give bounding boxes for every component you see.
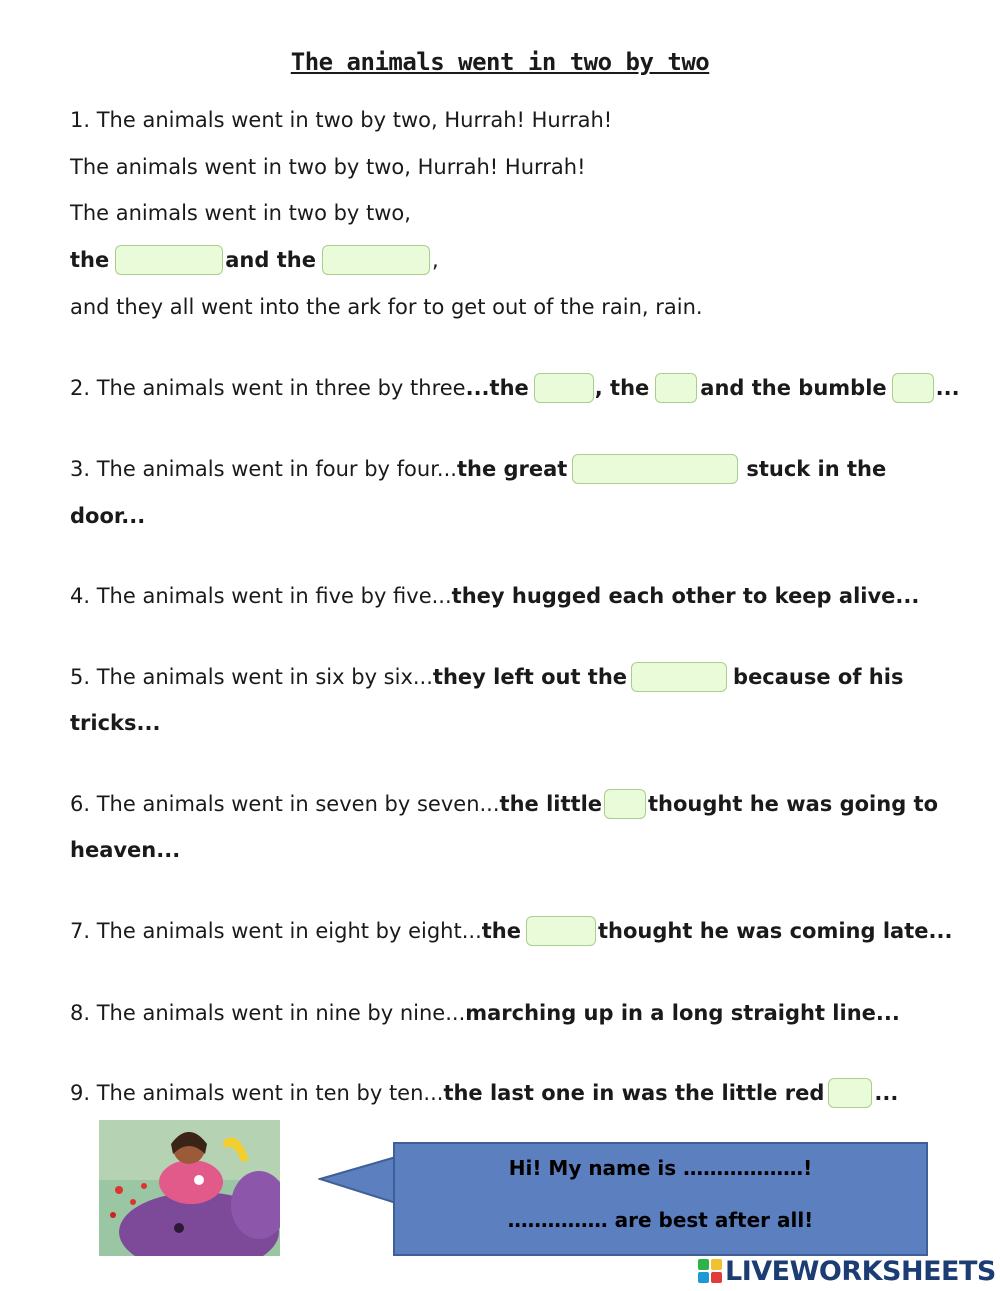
verse-3-line-2: door... — [70, 504, 146, 528]
liveworksheets-logo — [698, 1256, 996, 1286]
speech-line-2: …………… are best after all! — [507, 1208, 814, 1232]
verse-6-line-1: 6. The animals went in seven by seven... the little thought he was going to — [70, 784, 938, 824]
answer-input-2b[interactable] — [655, 373, 697, 403]
verse-2-line: 2. The animals went in three by three ...the , the and the bumble ... — [70, 368, 960, 408]
answer-input-5[interactable] — [631, 662, 727, 692]
speech-bubble-tail — [318, 1155, 398, 1215]
answer-input-1a[interactable] — [115, 245, 223, 275]
verse-1-line-4: the and the , — [70, 240, 439, 280]
answer-input-1b[interactable] — [322, 245, 430, 275]
verse-8-line: 8. The animals went in nine by nine... marching up in a long straight line... — [70, 1001, 900, 1025]
verse-3-line-1: 3. The animals went in four by four... the great stuck in the — [70, 449, 886, 489]
verse-6-line-2: heaven... — [70, 838, 181, 862]
answer-input-9[interactable] — [828, 1078, 872, 1108]
speech-bubble — [393, 1142, 928, 1256]
illustration-art — [99, 1120, 280, 1256]
verse-4-line: 4. The animals went in five by five... they hugged each other to keep alive... — [70, 584, 920, 608]
page-title: The animals went in two by two — [290, 48, 710, 76]
answer-input-7[interactable] — [526, 916, 596, 946]
verse-1-line-3: The animals went in two by two, — [70, 201, 411, 225]
logo-text: LIVEWORKSHEETS — [725, 1255, 996, 1287]
verse-5-line-2: tricks... — [70, 711, 161, 735]
verse-7-line: 7. The animals went in eight by eight... the thought he was coming late... — [70, 911, 952, 951]
answer-input-6[interactable] — [604, 789, 646, 819]
answer-input-3[interactable] — [572, 454, 738, 484]
answer-input-2a[interactable] — [534, 373, 594, 403]
girl-on-elephant-illustration — [99, 1120, 280, 1256]
verse-1-line-5: and they all went into the ark for to get out of the rain, rain. — [70, 295, 703, 319]
verse-1-line-2: The animals went in two by two, Hurrah! Hurrah! — [70, 155, 586, 179]
verse-1-line-1: 1. The animals went in two by two, Hurrah! Hurrah! — [70, 108, 613, 132]
logo-mark-icon — [698, 1259, 722, 1283]
speech-line-1: Hi! My name is ………………! — [508, 1156, 813, 1180]
answer-input-2c[interactable] — [892, 373, 934, 403]
verse-9-line: 9. The animals went in ten by ten... the last one in was the little red ... — [70, 1073, 898, 1113]
verse-5-line-1: 5. The animals went in six by six... they left out the because of his — [70, 657, 903, 697]
